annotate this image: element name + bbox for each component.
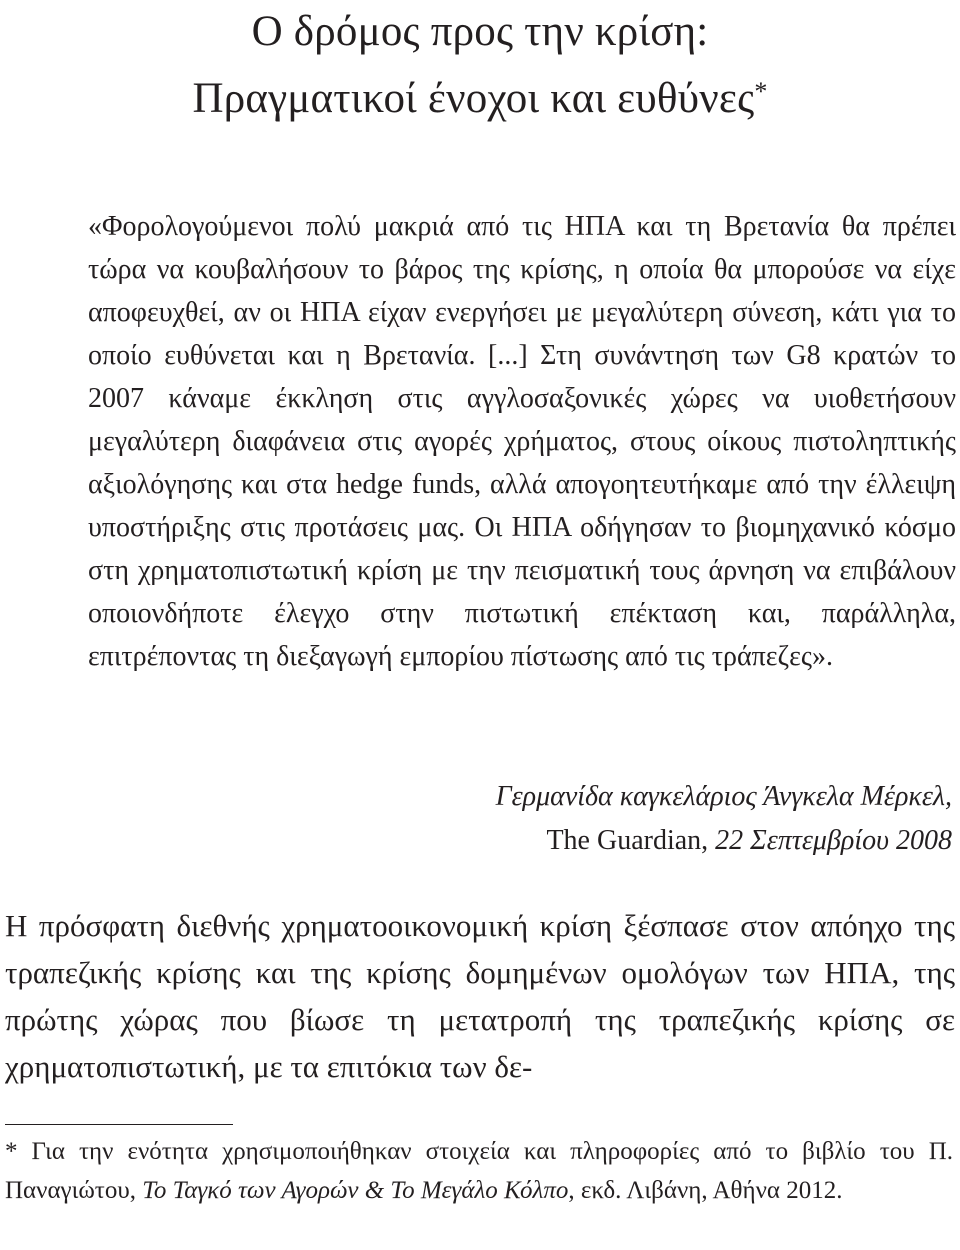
epigraph-quote: «Φορολογούμενοι πολύ μακριά από τις ΗΠΑ και τη Βρετανία θα πρέπει τώρα να κουβαλήσουν το βάρος της κρίσης, η οποία θα μπορούσε να είχε αποφευχθεί, αν οι ΗΠΑ είχαν ενεργήσει με μεγαλύτερη σύνεση, κάτι για το οποίο ευθύνεται και η Βρετανία. [...] Στη συνάντηση των G8 κρατών το 2007 κάναμε έκκληση στις αγγλοσαξονικές χώρες να υιοθετήσουν μεγαλύτερη διαφάνεια στις αγορές χρήματος, στους οίκους πιστοληπτικής αξιολόγησης και στα hedge funds, αλλά απογοητευτήκαμε από την έλλειψη υποστήριξης στις προτάσεις μας. Οι ΗΠΑ οδήγησαν το βιομηχανικό κόσμο στη χρηματοπιστωτική κρίση με την πεισματική τους άρνηση να επιβάλουν οποιονδήποτε έλεγχο στην πιστωτική επέκταση και, παράλληλα, επιτρέποντας τη διεξαγωγή εμπορίου πίστωσης από τις τράπεζες». bbox=[88, 211, 956, 672]
footnote-book-title: Το Ταγκό των Αγορών & Το Μεγάλο Κόλπο bbox=[142, 1177, 569, 1204]
footnote-marker: * bbox=[754, 77, 768, 106]
attribution-author: Γερμανίδα καγκελάριος Άνγκελα Μέρκελ, bbox=[495, 781, 952, 812]
body-paragraph: Η πρόσφατη διεθνής χρηματοοικονομική κρίση ξέσπασε στον απόηχο της τραπεζικής κρίσης και της κρίσης δομημένων ομολόγων των ΗΠΑ, της πρώτης χώρας που βίωσε τη μετατροπή της τραπεζικής κρίσης σε χρηματοπιστωτική, με τα επιτόκια των δε- bbox=[5, 908, 955, 1084]
chapter-title-line2: Πραγματικοί ένοχοι και ευθύνες bbox=[192, 75, 755, 122]
attribution-source: The Guardian, bbox=[546, 825, 716, 856]
footnote bbox=[5, 1132, 953, 1210]
chapter-title-line1: Ο δρόμος προς την κρίση: bbox=[251, 8, 709, 55]
chapter-title bbox=[0, 2, 960, 129]
footnote-suffix: , εκδ. Λιβάνη, Αθήνα 2012. bbox=[568, 1177, 843, 1204]
epigraph-attribution bbox=[252, 775, 952, 863]
attribution-date: 22 Σεπτεμβρίου 2008 bbox=[715, 825, 952, 856]
footnote-prefix: * Για την ενότητα χρησιμοποιήθηκαν στοιχεία και πληροφορίες από το βιβλίο του Π. Παναγιώτου, bbox=[5, 1138, 953, 1204]
footnote-divider bbox=[5, 1124, 233, 1125]
attribution-source-line bbox=[252, 819, 952, 863]
